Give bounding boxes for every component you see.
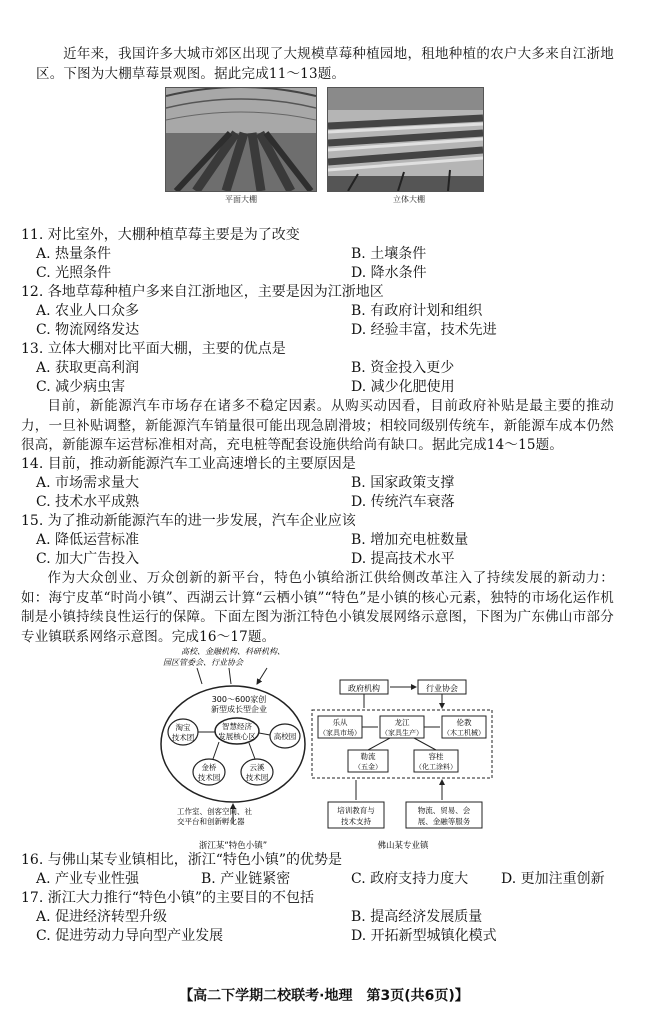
- question-12-option-b[interactable]: B. 有政府计划和组织: [351, 303, 483, 319]
- question-11-stem: 11. 对比室外，大棚种植草莓主要是为了改变: [21, 227, 300, 243]
- fs-caption: 佛山某专业镇: [377, 841, 429, 851]
- question-14-option-c[interactable]: C. 技术水平成熟: [36, 494, 140, 510]
- question-13-option-c[interactable]: C. 减少病虫害: [36, 379, 126, 395]
- question-16-option-c[interactable]: C. 政府支持力度大: [351, 871, 469, 887]
- zj-bottom-1: 工作室、创客空间、社: [177, 807, 252, 816]
- fs-n3-1: 伦教: [456, 718, 472, 727]
- question-17-option-b[interactable]: B. 提高经济发展质量: [351, 909, 483, 925]
- photo-vertical-greenhouse: [327, 87, 484, 192]
- fs-b1-2: 技术支持: [341, 817, 371, 826]
- zj-outer-label-2: 新型成长型企业: [211, 705, 267, 714]
- fs-n4-2: （五金）: [354, 763, 382, 771]
- question-16-option-a[interactable]: A. 产业专业性强: [36, 871, 140, 887]
- question-12-option-c[interactable]: C. 物流网络发达: [36, 322, 140, 338]
- fs-b2-1: 物流、贸易、会: [417, 806, 471, 815]
- question-11-option-a[interactable]: A. 热量条件: [36, 246, 112, 262]
- zj-node-left-2: 技术团: [171, 733, 195, 742]
- page-footer: 【高二下学期二校联考·地理 第3页(共6页)】: [179, 988, 469, 1004]
- intro-paragraph-2: 目前，新能源汽车市场存在诸多不稳定因素。从购买动因看，目前政府补贴是最主要的推动力，一旦补贴调整，新能源汽车销量很可能出现急剧滑坡；相较同级别传统车，新能源车成本仍然很高，新能源车运营标准相对高，充电桩等配套设施供给尚有缺口。据此完成14～15题。: [21, 398, 614, 453]
- question-16-option-b[interactable]: B. 产业链紧密: [201, 871, 291, 887]
- zj-outer-label-1: 300～600家创: [211, 695, 267, 704]
- fs-n5-1: 容桂: [428, 752, 444, 761]
- fs-b2-2: 展、金融等服务: [417, 817, 471, 826]
- fs-n2-2: （家具生产）: [381, 729, 423, 737]
- question-16-stem: 16. 与佛山某专业镇相比，浙江“特色小镇”的优势是: [21, 852, 343, 868]
- question-17-option-a[interactable]: A. 促进经济转型升级: [36, 909, 168, 925]
- zj-core-1: 智慧经济: [222, 722, 252, 731]
- zj-top-label-1: 高校、金融机构、科研机构、: [181, 647, 285, 656]
- photo-flat-caption: 平面大棚: [225, 195, 257, 204]
- question-12-option-a[interactable]: A. 农业人口众多: [36, 303, 140, 319]
- zj-node-left-1: 淘宝: [175, 723, 191, 732]
- question-11-option-d[interactable]: D. 降水条件: [351, 265, 427, 281]
- question-15-option-a[interactable]: A. 降低运营标准: [36, 532, 140, 548]
- question-17-option-d[interactable]: D. 开拓新型城镇化模式: [351, 928, 497, 944]
- zhejiang-town-diagram: [157, 644, 309, 854]
- foshan-town-diagram: [310, 672, 496, 854]
- question-11-option-c[interactable]: C. 光照条件: [36, 265, 112, 281]
- fs-n5-2: （化工涂料）: [415, 763, 457, 771]
- zj-node-bl-1: 金桥: [201, 763, 217, 772]
- question-13-stem: 13. 立体大棚对比平面大棚，主要的优点是: [21, 341, 286, 357]
- question-15-option-b[interactable]: B. 增加充电桩数量: [351, 532, 469, 548]
- question-13-option-b[interactable]: B. 资金投入更少: [351, 360, 455, 376]
- question-12-stem: 12. 各地草莓种植户多来自江浙地区，主要是因为江浙地区: [21, 284, 384, 300]
- question-11-option-b[interactable]: B. 土壤条件: [351, 246, 427, 262]
- question-13-option-a[interactable]: A. 获取更高利润: [36, 360, 140, 376]
- question-12-option-d[interactable]: D. 经验丰富，技术先进: [351, 322, 497, 338]
- question-14-option-a[interactable]: A. 市场需求量大: [36, 475, 140, 491]
- question-16-option-d[interactable]: D. 更加注重创新: [501, 871, 605, 887]
- fs-n4-1: 勒流: [360, 752, 376, 761]
- zj-top-label-2: 园区管委会、行业协会: [163, 658, 243, 667]
- fs-b1-1: 培训教育与: [337, 806, 375, 815]
- fs-n1-1: 乐从: [332, 718, 348, 727]
- fs-gov: 政府机构: [348, 684, 380, 693]
- question-15-option-d[interactable]: D. 提高技术水平: [351, 551, 455, 567]
- intro-paragraph-3: 作为大众创业、万众创新的新平台，特色小镇给浙江供给侧改革注入了持续发展的新动力：如：海宁皮革“时尚小镇”、西湖云计算“云栖小镇”“特色”是小镇的核心元素，独特的市场化运作机制是小镇持续良性运行的保障。下面左图为浙江特色小镇发展网络示意图，下图为广东佛山市部分专业镇联系网络示意图。完成16～17题。: [21, 570, 614, 645]
- question-14-option-d[interactable]: D. 传统汽车衰落: [351, 494, 455, 510]
- zj-node-right-text: 高校园: [273, 732, 297, 741]
- fs-n2-1: 龙江: [394, 718, 410, 727]
- question-13-option-d[interactable]: D. 减少化肥使用: [351, 379, 455, 395]
- question-14-option-b[interactable]: B. 国家政策支撑: [351, 475, 455, 491]
- question-17-option-c[interactable]: C. 促进劳动力导向型产业发展: [36, 928, 224, 944]
- zj-node-br-1: 云溪: [249, 763, 265, 772]
- zj-node-bl-2: 技术园: [197, 773, 221, 782]
- intro-paragraph-1: 近年来，我国许多大城市郊区出现了大规模草莓种植园地，租地种植的农户大多来自江浙地区。下图为大棚草莓景观图。据此完成11～13题。: [36, 46, 614, 82]
- question-15-stem: 15. 为了推动新能源汽车的进一步发展，汽车企业应该: [21, 513, 356, 529]
- photo-vertical-caption: 立体大棚: [393, 195, 425, 204]
- fs-assoc: 行业协会: [426, 684, 458, 693]
- photo-flat-greenhouse: [165, 87, 317, 192]
- fs-n3-2: （木工机械）: [443, 729, 485, 737]
- question-17-stem: 17. 浙江大力推行“特色小镇”的主要目的不包括: [21, 890, 315, 906]
- fs-n1-2: （家具市场）: [319, 729, 361, 737]
- zj-node-br-2: 技术园: [245, 773, 269, 782]
- zj-core-2: 发展核心区: [218, 732, 256, 741]
- question-15-option-c[interactable]: C. 加大广告投入: [36, 551, 140, 567]
- question-14-stem: 14. 目前，推动新能源汽车工业高速增长的主要原因是: [21, 456, 356, 472]
- zj-caption: 浙江某“特色小镇”: [198, 841, 268, 851]
- zj-bottom-2: 交平台和创新孵化器: [177, 817, 245, 826]
